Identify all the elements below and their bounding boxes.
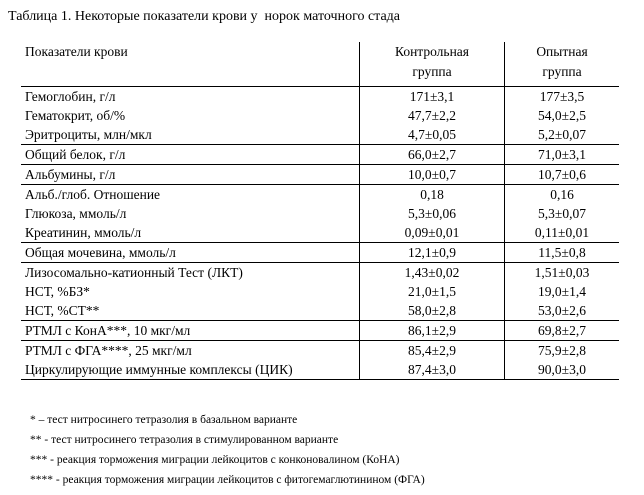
- row-indicator-name: Альбумины, г/л: [21, 164, 360, 184]
- table-row: [21, 106, 619, 125]
- header-experimental-line2: группа: [542, 64, 582, 79]
- row-experimental-value: 54,0±2,5: [538, 107, 586, 123]
- header-indicator: Показатели крови: [21, 42, 360, 86]
- row-control-value: 66,0±2,7: [360, 144, 505, 164]
- row-experimental-value: 5,2±0,07: [538, 126, 586, 142]
- row-control-value: 0,09±0,01: [360, 223, 505, 243]
- header-control-line2: группа: [412, 64, 452, 79]
- row-experimental-value: 19,0±1,4: [538, 283, 586, 299]
- row-control-value: 10,0±0,7: [360, 164, 505, 184]
- row-indicator-name: РТМЛ с ФГА****, 25 мкг/мл: [21, 340, 360, 360]
- table-row: [21, 184, 619, 204]
- table-row: [21, 282, 619, 301]
- table-row: [21, 204, 619, 223]
- blood-indicators-table: [21, 42, 619, 380]
- row-control-value: 85,4±2,9: [360, 340, 505, 360]
- row-experimental-value: 71,0±3,1: [505, 144, 620, 164]
- row-indicator-name: РТМЛ с КонА***, 10 мкг/мл: [21, 320, 360, 340]
- row-experimental-value: 10,7±0,6: [505, 164, 620, 184]
- footnote: * – тест нитросинего тетразолия в базальном варианте: [30, 414, 298, 426]
- table-row: [21, 340, 619, 360]
- row-experimental-value: 90,0±3,0: [505, 360, 620, 380]
- table-body: [21, 86, 619, 379]
- row-indicator-name: Эритроциты, млн/мкл: [21, 125, 360, 145]
- row-control-value: 5,3±0,06: [360, 204, 505, 223]
- header-experimental-line1: Опытная: [536, 44, 588, 59]
- row-experimental-value: 11,5±0,8: [505, 242, 620, 262]
- row-experimental-value: 0,11±0,01: [534, 224, 590, 240]
- table-caption: Таблица 1. Некоторые показатели крови у норок маточного стада: [8, 9, 401, 24]
- row-control-value: 171±3,1: [360, 86, 505, 106]
- table-row: [21, 262, 619, 282]
- row-indicator-name: Гемоглобин, г/л: [21, 86, 360, 106]
- row-experimental-value: 1,51±0,03: [505, 262, 620, 282]
- table-row: [21, 242, 619, 262]
- header-control-line1: Контрольная: [394, 44, 469, 59]
- table-row: [21, 144, 619, 164]
- footnotes: [30, 410, 425, 490]
- footnote: *** - реакция торможения миграции лейкоцитов с конконовалином (КоНА): [30, 454, 400, 466]
- row-experimental-value: 75,9±2,8: [505, 340, 620, 360]
- row-experimental-value: 69,8±2,7: [505, 320, 620, 340]
- row-indicator-name: НСТ, %СТ**: [21, 301, 360, 321]
- footnote: **** - реакция торможения миграции лейкоцитов с фитогемаглютинином (ФГА): [30, 474, 425, 486]
- table-row: [21, 320, 619, 340]
- table-row: [21, 360, 619, 380]
- footnote: ** - тест нитросинего тетразолия в стимулированном варианте: [30, 434, 339, 446]
- row-indicator-name: Общий белок, г/л: [21, 144, 360, 164]
- header-control-group: [360, 42, 505, 86]
- row-control-value: 47,7±2,2: [360, 106, 505, 125]
- row-indicator-name: Лизосомально-катионный Тест (ЛКТ): [21, 262, 360, 282]
- row-control-value: 58,0±2,8: [360, 301, 505, 321]
- row-experimental-value: 5,3±0,07: [538, 205, 586, 221]
- row-control-value: 12,1±0,9: [360, 242, 505, 262]
- row-indicator-name: Гематокрит, об/%: [21, 106, 360, 125]
- row-indicator-name: Альб./глоб. Отношение: [21, 184, 360, 204]
- row-control-value: 0,18: [360, 184, 505, 204]
- row-experimental-value: 0,16: [505, 184, 620, 204]
- row-indicator-name: Креатинин, ммоль/л: [21, 223, 360, 243]
- row-indicator-name: Глюкоза, ммоль/л: [21, 204, 360, 223]
- row-control-value: 1,43±0,02: [360, 262, 505, 282]
- row-experimental-value: 177±3,5: [505, 86, 620, 106]
- table-row: [21, 301, 619, 321]
- table-row: [21, 164, 619, 184]
- table-row: [21, 223, 619, 243]
- header-experimental-group: [505, 42, 620, 86]
- row-indicator-name: Общая мочевина, ммоль/л: [21, 242, 360, 262]
- table-row: [21, 125, 619, 145]
- row-control-value: 87,4±3,0: [360, 360, 505, 380]
- row-control-value: 86,1±2,9: [360, 320, 505, 340]
- table-header-row: [21, 42, 619, 86]
- row-experimental-value: 53,0±2,6: [538, 302, 586, 318]
- row-control-value: 4,7±0,05: [360, 125, 505, 145]
- row-indicator-name: Циркулирующие иммунные комплексы (ЦИК): [21, 360, 360, 380]
- row-indicator-name: НСТ, %БЗ*: [21, 282, 360, 301]
- row-control-value: 21,0±1,5: [360, 282, 505, 301]
- table-row: [21, 86, 619, 106]
